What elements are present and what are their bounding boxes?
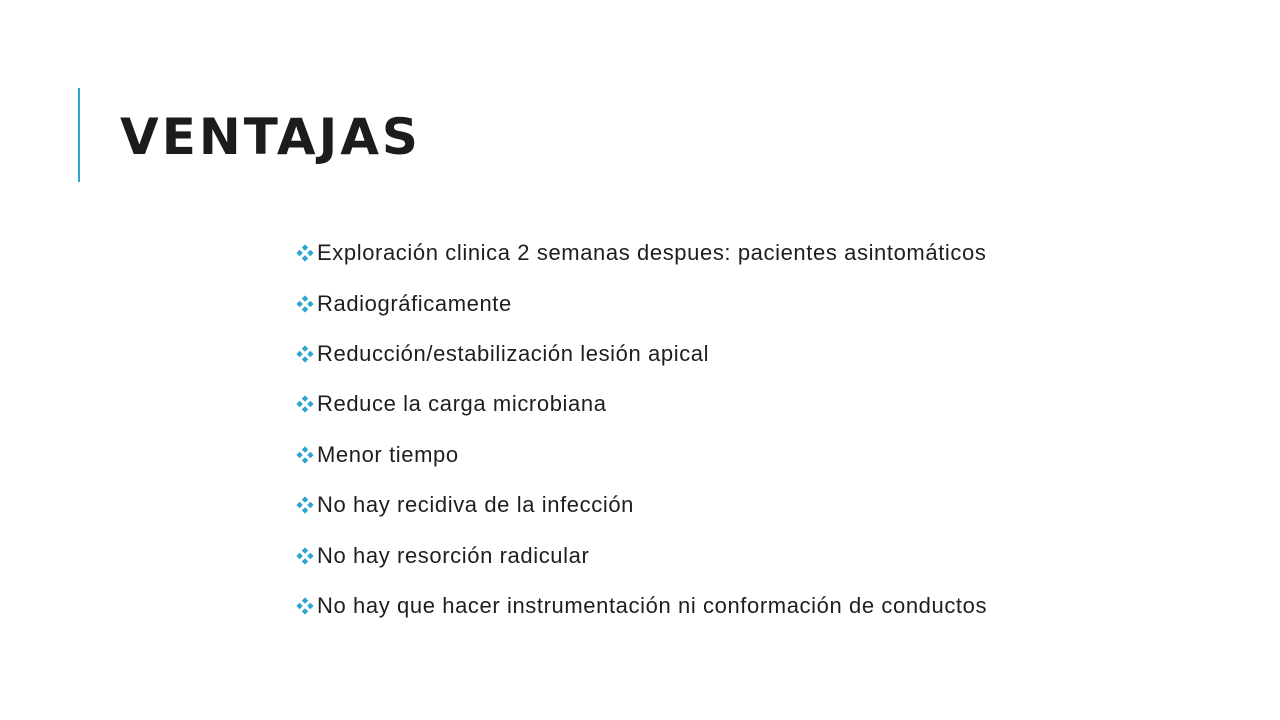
bullet-text: Exploración clinica 2 semanas despues: pacientes asintomáticos bbox=[317, 240, 987, 266]
title-accent-bar bbox=[78, 88, 80, 182]
list-item bbox=[296, 430, 987, 480]
list-item bbox=[296, 228, 987, 278]
bullet-text: Radiográficamente bbox=[317, 290, 512, 316]
bullet-text: Menor tiempo bbox=[317, 441, 459, 467]
four-diamond-bullet-icon bbox=[296, 295, 314, 313]
four-diamond-bullet-icon bbox=[296, 597, 314, 615]
list-item bbox=[296, 530, 987, 580]
bullet-text: Reducción/estabilización lesión apical bbox=[317, 340, 710, 366]
four-diamond-bullet-icon bbox=[296, 244, 314, 262]
bullet-text: No hay recidiva de la infección bbox=[317, 492, 634, 518]
four-diamond-bullet-icon bbox=[296, 345, 314, 363]
list-item bbox=[296, 480, 987, 530]
bullet-list bbox=[296, 228, 987, 631]
four-diamond-bullet-icon bbox=[296, 496, 314, 514]
four-diamond-bullet-icon bbox=[296, 547, 314, 565]
list-item bbox=[296, 581, 987, 631]
slide-title: VENTAJAS bbox=[120, 108, 421, 166]
list-item bbox=[296, 379, 987, 429]
list-item bbox=[296, 329, 987, 379]
four-diamond-bullet-icon bbox=[296, 395, 314, 413]
four-diamond-bullet-icon bbox=[296, 446, 314, 464]
bullet-text: No hay resorción radicular bbox=[317, 542, 590, 568]
bullet-text: No hay que hacer instrumentación ni conformación de conductos bbox=[317, 592, 988, 618]
bullet-text: Reduce la carga microbiana bbox=[317, 391, 607, 417]
list-item bbox=[296, 278, 987, 328]
